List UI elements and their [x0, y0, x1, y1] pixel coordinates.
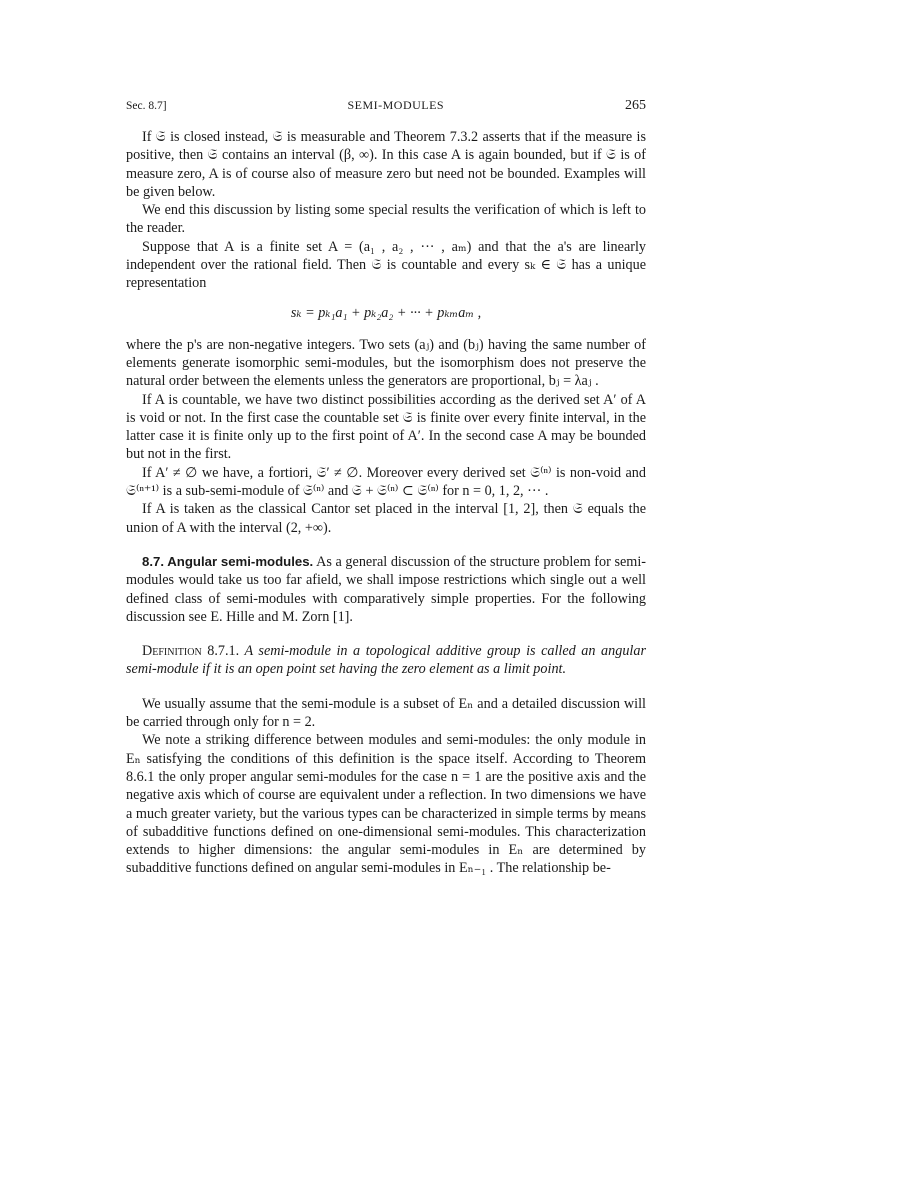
definition [126, 642, 646, 679]
paragraph: If A is taken as the classical Cantor set placed in the interval [1, 2], then 𝔖 equals the union of A with the interval (2, +∞). [126, 501, 646, 536]
page-body [126, 98, 646, 878]
paragraph: If 𝔖 is closed instead, 𝔖 is measurable and Theorem 7.3.2 asserts that if the measure is positive, then 𝔖 contains an interval (β, ∞). In this case A is again bounded, but if 𝔖 is of measure zero, A is of course also of measure zero but need not be bounded. Examples will be given below. [126, 129, 646, 200]
paragraph: where the p's are non-negative integers. Two sets (aⱼ) and (bⱼ) having the same number of elements generate isomorphic semi-modules, but the isomorphism does not preserve the natural order between the elements unless the generators are proportional, bⱼ = λaⱼ . [126, 336, 646, 390]
definition-text: A semi-module in a topological additive group is called an angular semi-module if it is an open point set having the zero element as a limit point. [126, 643, 646, 678]
paragraph: If A is countable, we have two distinct possibilities according as the derived set A′ of A is void or not. In the first case the countable set 𝔖 is finite over every finite interval, in the latter case it is finite only up to the first point of A′. In the second case A may be bounded but not in the first. [126, 391, 646, 463]
paragraph: We usually assume that the semi-module is a subset of Eₙ and a detailed discussion will be carried through only for n = 2. [126, 695, 646, 731]
running-header [126, 98, 646, 114]
section-paragraph [126, 553, 646, 626]
page-number: 265 [624, 98, 646, 113]
section-text: As a general discussion of the structure problem for semi-modules would take us too far afield, we shall impose restrictions which single out a well defined class of semi-modules with comparatively simple properties. For the following discussion see E. Hille and M. Zorn [1]. [126, 553, 646, 625]
definition-label: Definition 8.7.1. [142, 643, 240, 660]
paragraph: If A′ ≠ ∅ we have, a fortiori, 𝔖′ ≠ ∅. Moreover every derived set 𝔖⁽ⁿ⁾ is non-void and 𝔖⁽ⁿ⁺¹⁾ is a sub-semi-module of 𝔖⁽ⁿ⁾ and 𝔖 + 𝔖⁽ⁿ⁾ ⊂ 𝔖⁽ⁿ⁾ for n = 0, 1, 2, ··· . [126, 464, 646, 500]
section-reference: Sec. 8.7] [126, 100, 167, 112]
running-title: SEMI-MODULES [347, 98, 445, 112]
paragraph: We note a striking difference between modules and semi-modules: the only module in Eₙ satisfying the conditions of this definition is the space itself. According to Theorem 8.6.1 the only proper angular semi-modules for the case n = 1 are the positive axis and the negative axis which of course are equivalent under a reflection. In two dimensions we have a much greater variety, but the various types can be characterized in simple terms by means of subadditive functions defined on one-dimensional semi-modules. This characterization extends to higher dimensions: the angular semi-modules in Eₙ are determined by subadditive functions defined on angular semi-modules in Eₙ₋₁ . The relationship be- [126, 732, 646, 877]
paragraph: We end this discussion by listing some special results the verification of which is left to the reader. [126, 202, 646, 237]
equation: sₖ = pₖ₁a₁ + pₖ₂a₂ + ··· + pₖₘaₘ , [290, 304, 482, 321]
paragraph: Suppose that A is a finite set A = (a₁ , a₂ , ··· , aₘ) and that the a's are linearly independent over the rational field. Then 𝔖 is countable and every sₖ ∈ 𝔖 has a unique representation [126, 238, 646, 292]
section-heading: 8.7. Angular semi-modules. [142, 553, 314, 569]
